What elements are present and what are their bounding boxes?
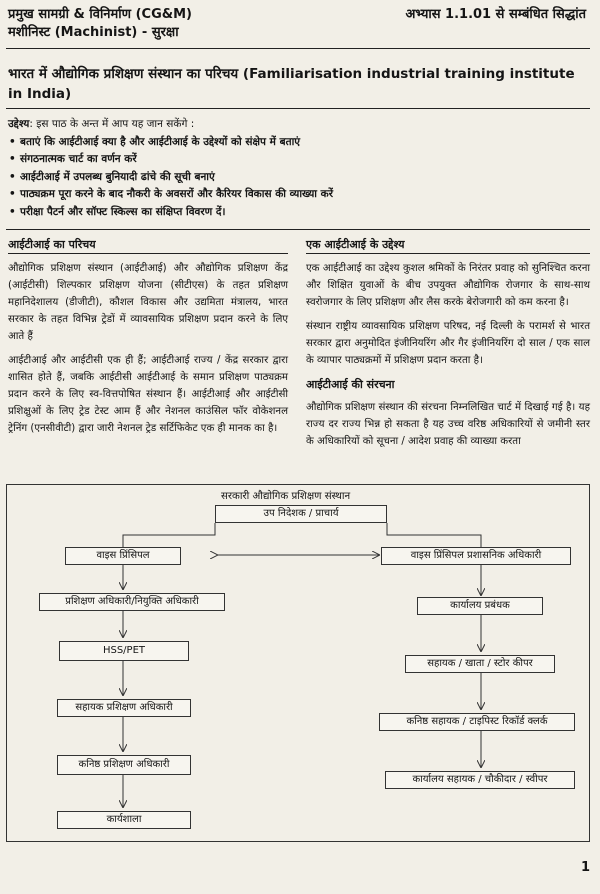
right-column: [306, 236, 590, 457]
objectives: [8, 116, 588, 221]
connector: [123, 523, 215, 547]
assistant-training-officer-box: सहायक प्रशिक्षण अधिकारी: [57, 699, 191, 717]
left-column: [8, 236, 288, 444]
chart-title: सरकारी औद्योगिक प्रशिक्षण संस्थान: [221, 491, 351, 502]
header-trade: मशीनिस्ट (Machinist) - सुरक्षा: [8, 25, 179, 40]
office-manager-box: कार्यालय प्रबंधक: [417, 597, 543, 615]
lesson-title: भारत में औद्योगिक प्रशिक्षण संस्थान का परिचय (Familiarisation industrial training institute in India): [8, 66, 575, 102]
vice-principal-admin-box: वाइस प्रिंसिपल प्रशासनिक अधिकारी: [381, 547, 571, 565]
page-number: 1: [580, 860, 590, 875]
exercise-reference: अभ्यास 1.1.01 से सम्बंधित सिद्धांत: [405, 7, 586, 22]
title-divider: [6, 108, 590, 109]
junior-assistant-typist-box: कनिष्ठ सहायक / टाइपिस्ट रिकॉर्ड क्लर्क: [379, 713, 575, 731]
vice-principal-box: वाइस प्रिंसिपल: [65, 547, 181, 565]
workshop-box: कार्यशाला: [57, 811, 191, 829]
junior-training-officer-box: कनिष्ठ प्रशिक्षण अधिकारी: [57, 755, 191, 775]
header-subject: प्रमुख सामग्री & विनिर्माण (CG&M): [8, 7, 192, 22]
itI-structure-heading: आईटीआई की संरचना: [306, 378, 395, 391]
objectives-intro: : इस पाठ के अन्त में आप यह जान सकेंगे :: [29, 118, 195, 130]
objective-item: • आईटीआई में उपलब्ध बुनियादी ढांचे की सूची बनाएं: [8, 169, 588, 187]
itI-intro-paragraph-2: आईटीआई और आईटीसी एक ही हैं; आईटीआई राज्य / केंद्र सरकार द्वारा शासित होते हैं, जबकि आईटीसी आईटीआई के समान प्रशिक्षण पाठ्यक्रम प्रदान करने के लिए स्व-वित्तपोषित संस्थान हैं। आईटीआई और आईटीसी प्रशिक्षुओं के लिए ट्रेड टेस्ट आम हैं और नेशनल काउंसिल फॉर वोकेशनल ट्रेनिंग (एनसीवीटी) द्वारा जारी नेशनल ट्रेड सर्टिफिकेट एक ही मानक का है।: [8, 355, 288, 434]
itI-objectives-paragraph-1: एक आईटीआई का उद्देश्य कुशल श्रमिकों के निरंतर प्रवाह को सुनिश्चित करना और शिक्षित युवाओं के बीच उपयुक्त औद्योगिक रोजगार के साथ-साथ स्वरोजगार के लिए प्रशिक्षण और लैस करके बेरोजगारी को कम करना है।: [306, 263, 590, 308]
objective-item: • परीक्षा पैटर्न और सॉफ्ट स्किल्स का संक्षिप्त विवरण दें।: [8, 204, 588, 222]
objectives-list: [8, 134, 588, 222]
objectives-lead: उद्देश्य: [8, 118, 30, 130]
itI-objectives-heading: एक आईटीआई के उद्देश्य: [306, 236, 590, 254]
connector: [387, 523, 481, 547]
itI-intro-heading: आईटीआई का परिचय: [8, 236, 288, 254]
itI-structure-paragraph: औद्योगिक प्रशिक्षण संस्थान की संरचना निम्नलिखित चार्ट में दिखाई गई है। यह राज्य दर राज्य भिन्न हो सकता है यह उच्च वरिष्ठ अधिकारियों से जमीनी स्तर के अधिकारियों को सूचना / आदेश प्रवाह की व्याख्या करता: [306, 402, 590, 447]
org-chart: [6, 484, 590, 842]
training-officer-box: प्रशिक्षण अधिकारी/नियुक्ति अधिकारी: [39, 593, 225, 611]
office-assistant-watchman-box: कार्यालय सहायक / चौकीदार / स्वीपर: [385, 771, 575, 789]
principal-box: उप निदेशक / प्राचार्य: [215, 505, 387, 523]
hss-pet-box: HSS/PET: [59, 641, 189, 661]
objective-item: • पाठ्यक्रम पूरा करने के बाद नौकरी के अवसरों और कैरियर विकास की व्याख्या करें: [8, 186, 588, 204]
assistant-accounts-storekeeper-box: सहायक / खाता / स्टोर कीपर: [405, 655, 555, 673]
header-left: [8, 6, 192, 42]
itI-objectives-paragraph-2: संस्थान राष्ट्रीय व्यावसायिक प्रशिक्षण परिषद, नई दिल्ली के परामर्श से भारत सरकार द्वारा अनुमोदित इंजीनियरिंग और गैर इंजीनियरिंग दो साल / एक साल के व्यापार पाठ्यक्रमों में प्रशिक्षण प्रदान करता है।: [306, 321, 590, 366]
objective-item: • संगठनात्मक चार्ट का वर्णन करें: [8, 151, 588, 169]
objectives-divider: [6, 229, 590, 230]
objective-item: • बताएं कि आईटीआई क्या है और आईटीआई के उद्देश्यों को संक्षेप में बताएं: [8, 134, 588, 152]
itI-intro-paragraph-1: औद्योगिक प्रशिक्षण संस्थान (आईटीआई) और औद्योगिक प्रशिक्षण केंद्र (आईटीसी) शिल्पकार प्रशिक्षण योजना (सीटीएस) के तहत प्रशिक्षण महानिदेशालय (डीजीटी), कौशल विकास और उद्यमिता मंत्रालय, भारत सरकार के तहत विभिन्न ट्रेडों में व्यावसायिक प्रशिक्षण प्रदान करने के लिए आते हैं: [8, 263, 288, 342]
header-divider: [6, 48, 590, 49]
